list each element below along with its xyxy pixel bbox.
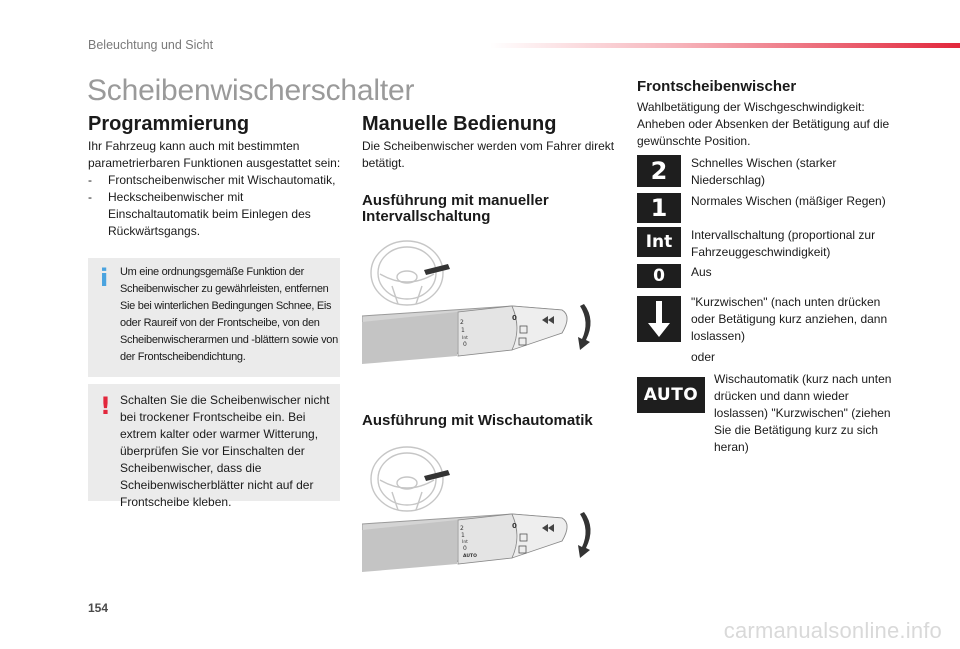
list-item-text: Heckscheibenwischer mit Einschaltautomatik beim Einlegen des Rückwärtsgangs.: [108, 190, 311, 238]
wiper-lever-illustration-auto: [362, 444, 602, 580]
info-icon: i: [100, 264, 109, 292]
auto-label: Wischautomatik (kurz nach unten drücken und dann wieder loslassen) "Kurzwischen" (ziehen Sie die Betätigung kurz zu sich heran): [714, 372, 892, 454]
off-label: Aus: [691, 265, 712, 279]
warning-icon: !: [100, 392, 111, 420]
list-item-text: Frontscheibenwischer mit Wischautomatik,: [108, 173, 336, 187]
lever-mark-int: Int: [462, 540, 468, 545]
page-number: 154: [88, 601, 109, 615]
programming-heading: Programmierung: [88, 113, 250, 135]
wiper-lever: [362, 306, 567, 364]
rotate-arrow-icon: [578, 304, 591, 350]
info-box: [88, 258, 340, 377]
lever-mark-2: 2: [460, 525, 464, 532]
page-title: Scheibenwischerschalter: [87, 74, 415, 107]
manual-text: Die Scheibenwischer werden vom Fahrer direkt betätigt.: [362, 139, 615, 170]
list-dash: -: [88, 190, 92, 204]
wiper-lever-illustration-manual: [362, 238, 602, 373]
programming-intro: Ihr Fahrzeug kann auch mit bestimmten parametrierbaren Funktionen ausgestattet sein:: [88, 139, 341, 170]
lever-mark-int: Int: [462, 336, 468, 341]
front-heading: Frontscheibenwischer: [637, 78, 797, 95]
lever-rear-0: 0: [512, 314, 517, 322]
lever-mark-0: 0: [463, 545, 467, 552]
manual-heading: Manuelle Bedienung: [362, 113, 557, 135]
list-dash: -: [88, 173, 92, 187]
watermark: carmanualsonline.info: [723, 618, 942, 643]
front-intro: Wahlbetätigung der Wischgeschwindigkeit: Anheben oder Absenken der Betätigung auf die gewünschte Position.: [637, 100, 890, 148]
interval-label: Intervallschaltung (proportional zur Fahrzeuggeschwindigkeit): [691, 228, 876, 259]
interval-symbol: Int: [637, 227, 681, 257]
list-item: [88, 172, 343, 189]
manual-interval-heading: Ausführung mit manueller Intervallschaltung: [362, 192, 549, 225]
lever-mark-1: 1: [461, 532, 465, 539]
lever-rear-0: 0: [512, 522, 517, 530]
lever-mark-auto: AUTO: [463, 554, 477, 559]
lever-mark-1: 1: [461, 327, 465, 334]
lever-mark-0: 0: [463, 341, 467, 348]
info-text: Um eine ordnungsgemäße Funktion der Scheibenwischer zu gewährleisten, entfernen Sie bei winterlichen Bedingungen Schnee, Eis oder Raureif von der Frontscheibe, von den Scheibenwischerarmen und -blättern sowie von der Frontscheibendichtung.: [120, 266, 338, 363]
off-symbol: 0: [637, 264, 681, 288]
or-label: oder: [691, 350, 716, 364]
speed-1-symbol: 1: [637, 193, 681, 223]
rotate-arrow-icon: [578, 512, 591, 558]
speed-2-label: Schnelles Wischen (starker Niederschlag): [691, 156, 837, 187]
speed-1-label: Normales Wischen (mäßiger Regen): [691, 194, 886, 208]
manual-auto-heading: Ausführung mit Wischautomatik: [362, 412, 593, 429]
warning-box: [88, 384, 340, 509]
auto-symbol: AUTO: [637, 377, 705, 413]
warning-text: Schalten Sie die Scheibenwischer nicht bei trockener Frontscheibe ein. Bei extrem kalter oder warmer Witterung, überprüfen Sie vor Einschalten der Scheibenwischer, dass die Scheibenwischerblätter nicht auf der Frontscheibe kleben.: [120, 393, 330, 509]
lever-mark-2: 2: [460, 319, 464, 326]
down-arrow-icon: [637, 296, 681, 342]
section-title: Beleuchtung und Sicht: [88, 38, 214, 52]
single-wipe-label: "Kurzwischen" (nach unten drücken oder Betätigung kurz anziehen, dann loslassen): [691, 295, 888, 343]
programming-text: [88, 138, 343, 240]
wiper-lever: [362, 514, 567, 572]
list-item: [88, 189, 343, 240]
header-accent-bar: [490, 43, 960, 48]
speed-2-symbol: 2: [637, 155, 681, 187]
